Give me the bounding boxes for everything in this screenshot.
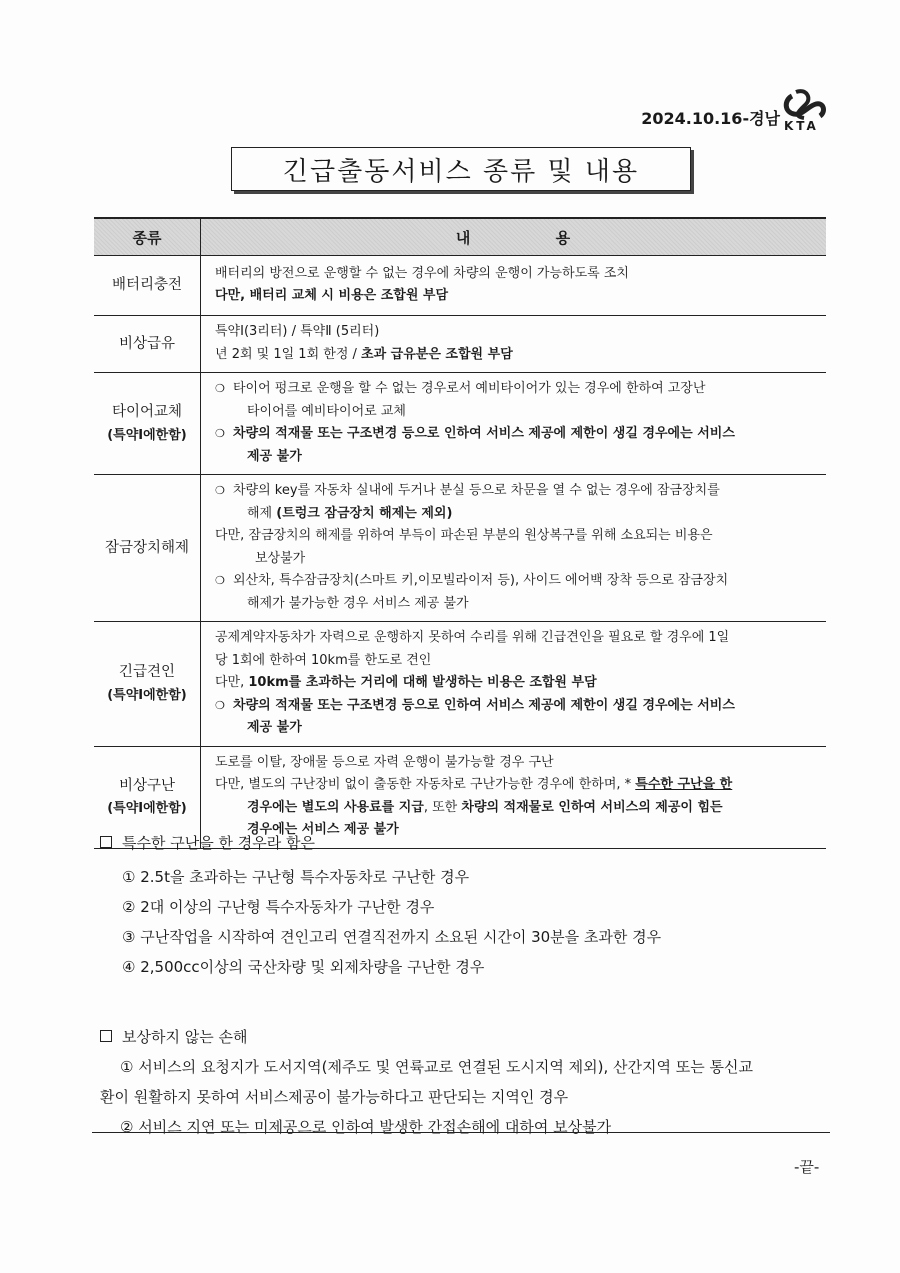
- list-item: ④ 2,500cc이상의 국산차량 및 외제차량을 구난한 경우: [122, 958, 485, 976]
- content-text-bold: 경우에는 별도의 사용료를 지급: [247, 799, 424, 815]
- content-line: 보상불가: [255, 550, 306, 566]
- row-type: [94, 622, 201, 747]
- row-content: [201, 256, 827, 316]
- list-item: ① 2.5t을 초과하는 구난형 특수자동차로 구난한 경우: [122, 868, 470, 886]
- paragraph-line: 환이 원활하지 못하여 서비스제공이 불가능하다고 판단되는 지역인 경우: [100, 1088, 569, 1106]
- content-text: 차량의 적재물 또는 구조변경 등으로 인하여 서비스 제공에 제한이 생길 경우에는 서비스: [233, 426, 735, 441]
- column-header-type: 종류: [94, 218, 201, 256]
- square-bullet-icon: [100, 1030, 112, 1042]
- paragraph-line: ① 서비스의 요청지가 도서지역(제주도 및 연륙교로 연결된 도시지역 제외), 산간지역 또는 통신교: [120, 1058, 753, 1076]
- row-type-label: 비상구난: [118, 777, 176, 794]
- table-row: [94, 373, 826, 475]
- content-text: 차량의 key를 자동차 실내에 두거나 분실 등으로 차문을 열 수 없는 경우에 잠금장치를: [233, 483, 720, 498]
- table-row: [94, 622, 826, 747]
- content-text-bold: 10km를 초과하는 거리에 대해 발생하는 비용은 조합원 부담: [248, 675, 597, 690]
- content-text-bold: (트렁크 잠금장치 해제는 제외): [276, 505, 453, 521]
- content-text: 년 2회 및 1일 1회 한정 /: [215, 346, 362, 362]
- bottom-divider: [92, 1132, 830, 1133]
- row-type: [94, 316, 201, 373]
- row-type-label: 타이어교체: [111, 404, 183, 421]
- content-line: 제공 불가: [247, 448, 302, 464]
- document-date: 2024.10.16-경남: [641, 109, 780, 128]
- row-type-label: 배터리충전: [111, 277, 183, 294]
- table-row: [94, 316, 826, 373]
- bullet-item: [215, 570, 814, 593]
- bullet-item: [215, 378, 814, 401]
- content-text: 타이어 펑크로 운행을 할 수 없는 경우로서 예비타이어가 있는 경우에 한하여 고장난: [233, 381, 706, 396]
- content-line: 해제가 불가능한 경우 서비스 제공 불가: [247, 595, 469, 611]
- content-line: 공제계약자동차가 자력으로 운행하지 못하여 수리를 위해 긴급견인을 필요로 할 경우에 1일: [215, 630, 730, 645]
- paragraph-line: ② 서비스 지연 또는 미제공으로 인하여 발생한 간접손해에 대하여 보상불가: [120, 1118, 612, 1136]
- content-text-bold: 차량의 적재물로 인하여 서비스의 제공이 힘든: [461, 799, 723, 815]
- circle-bullet-icon: ❍: [215, 484, 225, 497]
- row-type: [94, 475, 201, 622]
- content-line: [215, 344, 814, 367]
- row-type: [94, 373, 201, 475]
- circle-bullet-icon: ❍: [215, 427, 225, 440]
- row-content: [201, 475, 827, 622]
- list-item: ② 2대 이상의 구난형 특수자동차가 구난한 경우: [122, 898, 435, 916]
- content-line: 제공 불가: [247, 720, 302, 735]
- content-line: 다만, 잠금장치의 해제를 위하여 부득이 파손된 부분의 원상복구를 위해 소요되는 비용은: [215, 528, 713, 543]
- special-recovery-heading: [100, 828, 830, 856]
- content-text: 외산차, 특수잠금장치(스마트 키,이모빌라이저 등), 사이드 에어백 장착 등으로 잠금장치: [233, 573, 729, 588]
- row-content: [201, 373, 827, 475]
- content-line: [215, 672, 814, 695]
- page-title: 긴급출동서비스 종류 및 내용: [231, 147, 691, 191]
- row-content: [201, 622, 827, 747]
- row-type-note: (특약Ⅰ에한함): [107, 427, 187, 443]
- row-type-note: (특약Ⅰ에한함): [107, 688, 187, 704]
- column-header-content: 내 용: [201, 218, 827, 256]
- table-row: [94, 475, 826, 622]
- bullet-item: [215, 423, 814, 446]
- no-compensation-heading: [100, 1022, 830, 1050]
- content-line: 배터리의 방전으로 운행할 수 없는 경우에 차량의 운행이 가능하도록 조치: [215, 265, 629, 281]
- content-line: [215, 774, 814, 797]
- circle-bullet-icon: ❍: [215, 382, 225, 395]
- row-type-label: 잠금장치해제: [104, 539, 190, 556]
- content-line: 경우에는 서비스 제공 불가: [247, 822, 399, 837]
- table-header-row: [94, 218, 826, 256]
- circle-bullet-icon: ❍: [215, 574, 225, 587]
- kta-logo-text: KTA: [784, 119, 819, 133]
- content-text: , 또한: [423, 799, 462, 815]
- table-row: [94, 256, 826, 316]
- content-text: 다만, 별도의 구난장비 없이 출동한 자동차로 구난가능한 경우에 한하며, *: [215, 777, 636, 792]
- row-type-label: 비상급유: [118, 335, 176, 352]
- content-text-bold: 특수한 구난을 한: [635, 777, 733, 792]
- content-line: 특약Ⅰ(3리터) / 특약Ⅱ (5리터): [215, 324, 380, 339]
- content-line: 당 1회에 한하여 10km를 한도로 견인: [215, 652, 432, 668]
- content-line: 타이어를 예비타이어로 교체: [247, 403, 406, 419]
- row-type: [94, 256, 201, 316]
- content-line: [215, 503, 814, 526]
- list-item: ③ 구난작업을 시작하여 견인고리 연결직전까지 소요된 시간이 30분을 초과한 경우: [122, 928, 662, 946]
- circle-bullet-icon: ❍: [215, 698, 225, 712]
- section-title: 특수한 구난을 한 경우라 함은: [122, 833, 315, 852]
- content-text-bold: 초과 급유분은 조합원 부담: [361, 346, 513, 362]
- square-bullet-icon: [100, 836, 112, 848]
- content-line: 도로를 이탈, 장애물 등으로 자력 운행이 불가능할 경우 구난: [215, 754, 554, 770]
- row-content: [201, 316, 827, 373]
- content-text: 해제: [247, 505, 277, 521]
- special-recovery-list: [122, 862, 830, 982]
- section-title: 보상하지 않는 손해: [122, 1027, 248, 1046]
- service-table: [94, 217, 826, 849]
- notes-section: [100, 828, 830, 1142]
- content-text: 다만,: [215, 675, 249, 690]
- content-line: 다만, 배터리 교체 시 비용은 조합원 부담: [215, 288, 449, 303]
- end-mark: -끝-: [794, 1158, 820, 1176]
- row-type-note: (특약Ⅰ에한함): [107, 801, 187, 817]
- bullet-item: [215, 480, 814, 503]
- content-text: 차량의 적재물 또는 구조변경 등으로 인하여 서비스 제공에 제한이 생길 경우에는 서비스: [233, 697, 735, 713]
- content-line: [215, 797, 814, 820]
- bullet-item: [215, 695, 814, 718]
- row-type-label: 긴급견인: [118, 664, 176, 681]
